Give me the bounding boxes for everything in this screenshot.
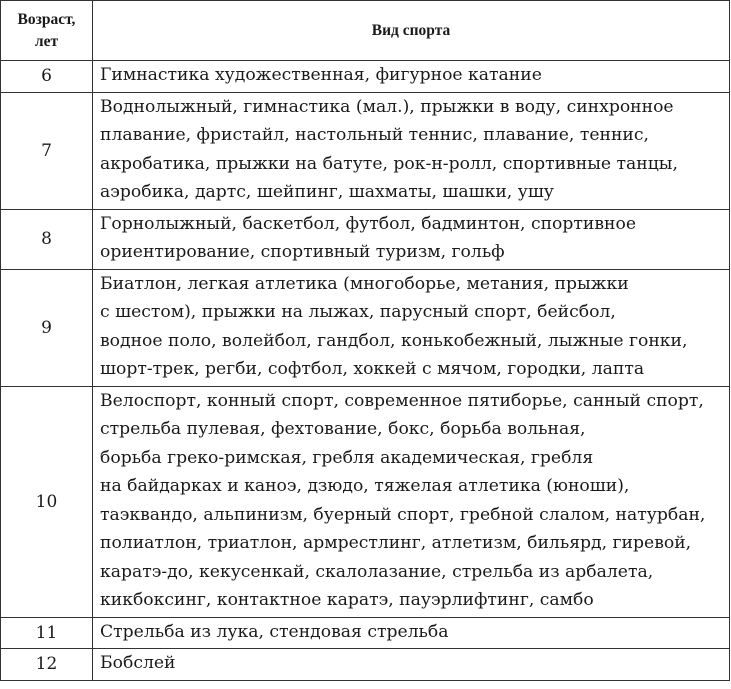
age-cell: 12 xyxy=(1,649,93,681)
age-cell: 10 xyxy=(1,386,93,617)
sports-text-line: Стрельба из лука, стендовая стрельба xyxy=(100,621,449,642)
table-row xyxy=(1,269,730,386)
age-header-line: Возраст, xyxy=(17,10,76,28)
sports-text-line: шорт-трек, регби, софтбол, хоккей с мячом, городки, лапта xyxy=(100,359,645,379)
sports-text-line: с шестом), прыжки на лыжах, парусный спорт, бейсбол, xyxy=(100,302,616,322)
sports-text-line: полиатлон, триатлон, армрестлинг, атлетизм, бильярд, гиревой, xyxy=(100,533,692,553)
sports-text-line: борьба греко-римская, гребля академическая, гребля xyxy=(100,447,594,468)
sports-cell xyxy=(93,649,730,681)
sports-text-line: Воднолыжный, гимнастика (мал.), прыжки в воду, синхронное xyxy=(100,96,674,117)
sports-cell xyxy=(93,617,730,649)
table-row xyxy=(1,61,730,93)
sports-text-line: водное поло, волейбол, гандбол, конькобежный, лыжные гонки, xyxy=(100,330,688,351)
age-cell: 9 xyxy=(1,269,93,386)
sports-cell xyxy=(93,209,730,269)
age-cell: 6 xyxy=(1,61,93,93)
sports-text-line: на байдарках и каноэ, дзюдо, тяжелая атлетика (юноши), xyxy=(100,476,630,496)
table-row xyxy=(1,386,730,617)
age-column-header xyxy=(1,1,93,61)
sports-cell xyxy=(93,386,730,617)
age-cell: 7 xyxy=(1,92,93,209)
sports-text-line: аэробика, дартс, шейпинг, шахматы, шашки, ушу xyxy=(100,182,554,202)
table-row xyxy=(1,649,730,681)
table-header-row xyxy=(1,1,730,61)
sports-text-line: таэквандо, альпинизм, буерный спорт, гребной слалом, натурбан, xyxy=(100,504,706,525)
sports-cell xyxy=(93,92,730,209)
sports-text-line: Велоспорт, конный спорт, современное пятиборье, санный спорт, xyxy=(100,390,704,411)
sport-column-header: Вид спорта xyxy=(93,1,730,61)
sports-text-line: Горнолыжный, баскетбол, футбол, бадминтон, спортивное xyxy=(100,213,637,234)
sports-cell xyxy=(93,269,730,386)
sports-text-line: плавание, фристайл, настольный теннис, плавание, теннис, xyxy=(100,125,649,145)
sports-cell xyxy=(93,61,730,93)
age-header-unit: лет xyxy=(34,32,59,50)
table-row xyxy=(1,617,730,649)
age-cell: 8 xyxy=(1,209,93,269)
sports-text-line: каратэ-до, кекусенкай, скалолазание, стрельба из арбалета, xyxy=(100,561,654,582)
sports-text-line: Биатлон, легкая атлетика (многоборье, метания, прыжки xyxy=(100,273,629,294)
age-cell: 11 xyxy=(1,617,93,649)
table-row xyxy=(1,209,730,269)
sports-text-line: стрельба пулевая, фехтование, бокс, борьба вольная, xyxy=(100,419,586,439)
sports-text-line: акробатика, прыжки на батуте, рок-н-ролл, спортивные танцы, xyxy=(100,153,678,174)
sports-text-line: ориентирование, спортивный туризм, гольф xyxy=(100,242,505,262)
table-body xyxy=(1,61,730,681)
sports-text-line: кикбоксинг, контактное каратэ, пауэрлифтинг, самбо xyxy=(100,590,594,610)
sports-text-line: Бобслей xyxy=(100,653,176,673)
sports-text-line: Гимнастика художественная, фигурное катание xyxy=(100,65,542,85)
table-row xyxy=(1,92,730,209)
